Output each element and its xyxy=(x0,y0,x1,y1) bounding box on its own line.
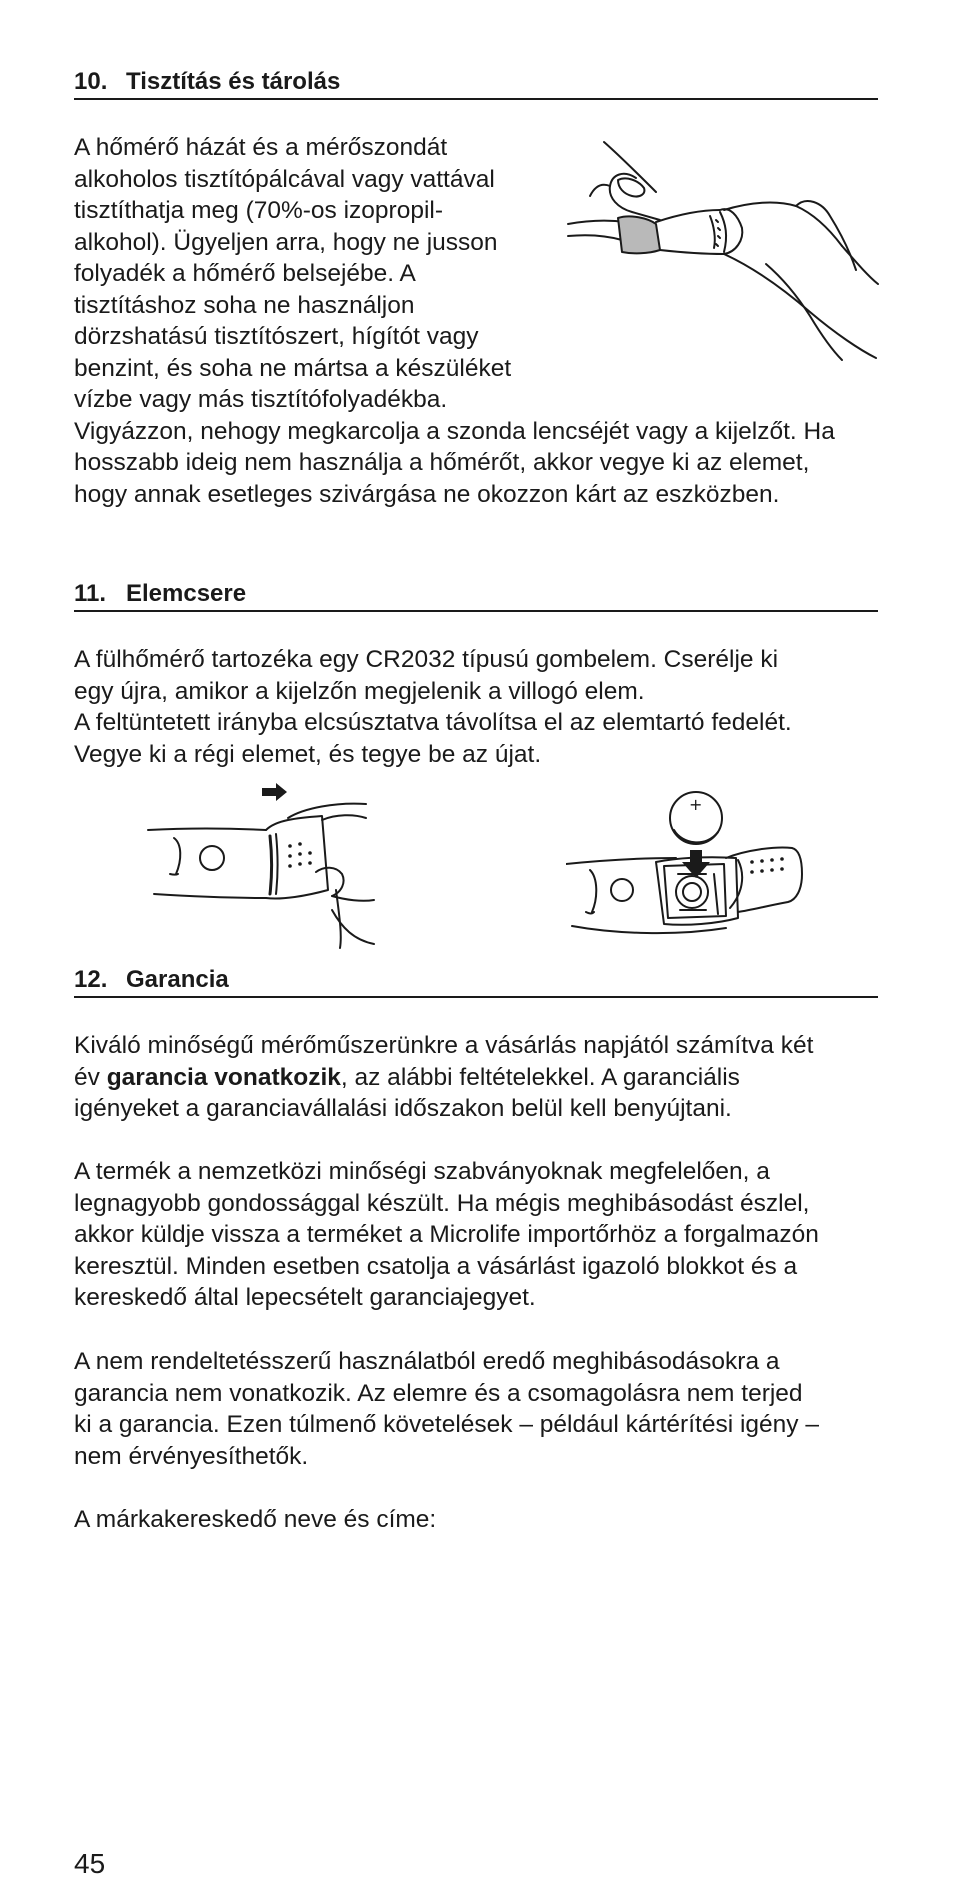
cleaning-illustration xyxy=(560,136,880,376)
text-line: alkohol). Ügyeljen arra, hogy ne jusson xyxy=(74,228,498,256)
text-line: dörzshatású tisztítószert, hígítót vagy xyxy=(74,323,479,350)
text-line: keresztül. Minden esetben csatolja a vásárlást igazoló blokkot és a xyxy=(74,1252,798,1280)
battery-cover-slide-illustration xyxy=(146,780,466,950)
text-line: A nem rendeltetésszerű használatból eredő meghibásodásokra a xyxy=(74,1348,780,1375)
slide-direction-arrow-icon xyxy=(262,783,287,801)
section-title: Tisztítás és tárolás xyxy=(126,68,341,95)
section-number: 11. xyxy=(74,580,107,607)
section-number: 10. xyxy=(74,68,108,95)
text-line: A termék a nemzetközi minőségi szabványoknak megfelelően, a xyxy=(74,1158,770,1185)
section-12-paragraph-4 xyxy=(74,1504,436,1536)
text-line: tisztíthatja meg (70%-os izopropil- xyxy=(74,197,444,224)
text-line: A fülhőmérő tartozéka egy CR2032 típusú gombelem. Cserélje ki xyxy=(74,646,779,673)
text-line: garancia nem vonatkozik. Az elemre és a csomagolásra nem terjed xyxy=(74,1379,803,1407)
text-line: A hőmérő házát és a mérőszondát xyxy=(74,134,448,161)
text-line: hogy annak esetleges szivárgása ne okozzon kárt az eszközben. xyxy=(74,480,780,508)
text-line: egy újra, amikor a kijelzőn megjelenik a villogó elem. xyxy=(74,677,645,705)
text-line: alkoholos tisztítópálcával vagy vattával xyxy=(74,165,495,193)
text-line: kereskedő által lepecsételt garanciajegyet. xyxy=(74,1284,536,1311)
text-line: Kiváló minőségű mérőműszerünkre a vásárlás napjától számítva két xyxy=(74,1032,814,1059)
text-line: ki a garancia. Ezen túlmenő követelések – például kártérítési igény – xyxy=(74,1411,819,1438)
section-12-paragraph-2 xyxy=(74,1156,819,1314)
section-11-paragraph xyxy=(74,644,792,770)
text-line: A feltüntetett irányba elcsúsztatva távolítsa el az elemtartó fedelét. xyxy=(74,709,792,736)
battery-plus-sign: + xyxy=(689,795,703,814)
text-run: év xyxy=(74,1063,107,1091)
text-run: , az alábbi feltételekkel. A garanciális xyxy=(340,1063,740,1091)
text-line: Vegye ki a régi elemet, és tegye be az újat. xyxy=(74,740,542,768)
text-line: folyadék a hőmérő belsejébe. A xyxy=(74,260,416,287)
text-line: tisztításhoz soha ne használjon xyxy=(74,291,415,319)
page-number: 45 xyxy=(74,1848,106,1879)
section-number: 12. xyxy=(74,966,108,993)
section-12-paragraph-3 xyxy=(74,1346,819,1472)
section-10-heading xyxy=(74,68,878,100)
text-line: A márkakereskedő neve és címe: xyxy=(74,1506,437,1533)
section-12-heading xyxy=(74,966,878,998)
text-line: legnagyobb gondossággal készült. Ha mégis meghibásodást észlel, xyxy=(74,1189,810,1217)
section-title: Elemcsere xyxy=(126,580,247,607)
text-line: hosszabb ideig nem használja a hőmérőt, akkor vegye ki az elemet, xyxy=(74,449,810,476)
text-line: nem érvényesíthetők. xyxy=(74,1442,309,1470)
bold-emphasis: garancia vonatkozik xyxy=(106,1063,341,1091)
text-line xyxy=(74,1062,813,1094)
section-12-paragraph-1 xyxy=(74,1030,813,1125)
text-line: igényeket a garanciavállalási időszakon belül kell benyújtani. xyxy=(74,1095,732,1122)
text-line: vízbe vagy más tisztítófolyadékba. xyxy=(74,386,448,413)
text-line: Vigyázzon, nehogy megkarcolja a szonda lencséjét vagy a kijelzőt. Ha xyxy=(74,417,835,445)
text-line: akkor küldje vissza a terméket a Microlife importőrhöz a forgalmazón xyxy=(74,1221,819,1248)
text-line: benzint, és soha ne mártsa a készüléket xyxy=(74,354,512,382)
battery-insert-illustration xyxy=(566,788,896,938)
section-11-heading xyxy=(74,580,878,612)
section-title: Garancia xyxy=(126,966,229,993)
coin-battery-icon xyxy=(670,792,722,844)
